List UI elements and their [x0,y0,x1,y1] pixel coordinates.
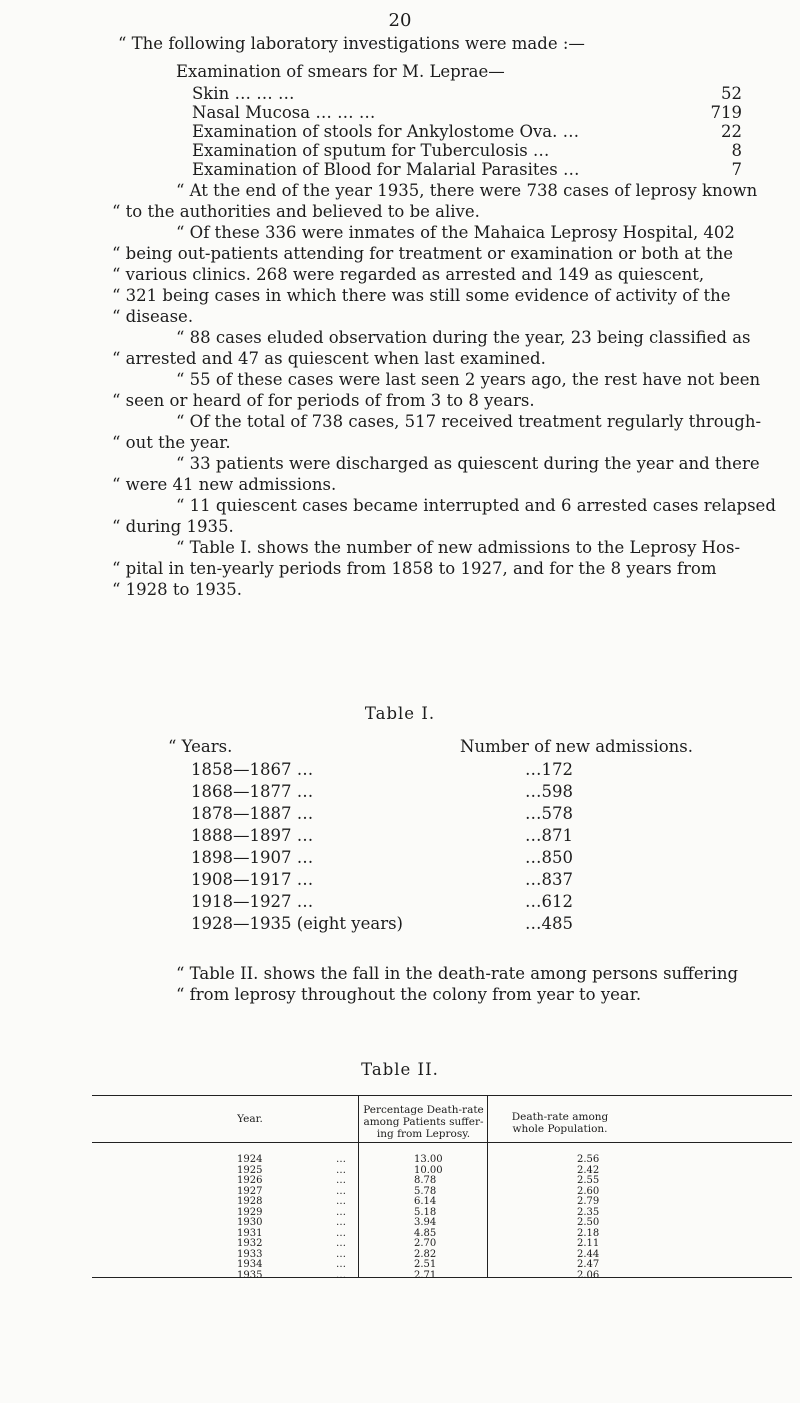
table2-leprosy: 2.82 [414,1248,437,1260]
table2-top-rule [92,1095,792,1096]
exam-label: Nasal Mucosa … … … [192,103,376,122]
table-row [0,1238,800,1249]
table2-year: 1926 [237,1175,263,1186]
table1-admissions: …871 [525,826,573,845]
table2-population: 2.47 [577,1259,600,1270]
paragraph-line: “ to the authorities and believed to be alive. [112,202,480,221]
table2-population: 2.55 [577,1175,600,1186]
table2-col-leprosy-line: Percentage Death-rate [363,1104,484,1116]
table1-years: 1928—1935 (eight years) [191,914,403,933]
table-row [170,804,790,826]
table2-dots: … [336,1196,346,1207]
table2-col-population-line: Death-rate among [511,1111,609,1123]
table2-population: 2.11 [577,1238,600,1249]
table1-admissions: …485 [525,914,573,933]
table2-dots: … [336,1185,346,1197]
table-row [170,892,790,914]
table2-leprosy: 13.00 [414,1154,443,1165]
paragraph-line: “ 11 quiescent cases became interrupted and 6 arrested cases relapsed [176,496,776,515]
table-row [0,1207,800,1218]
table2-dots: … [336,1175,346,1186]
table-row [170,848,790,870]
exam-heading: Examination of smears for M. Leprae— [176,62,505,81]
table2-header-rule [92,1142,792,1143]
table2-col-leprosy-line: among Patients suffer- [363,1116,484,1128]
exam-value: 719 [710,103,742,122]
paragraph-line: “ Table II. shows the fall in the death-rate among persons suffering [176,964,739,983]
table1-years: 1888—1897 … [191,826,314,845]
table2-population: 2.35 [577,1206,600,1218]
table2-leprosy: 5.18 [414,1206,437,1218]
table2-leprosy: 10.00 [414,1164,443,1176]
table1-admissions: …598 [525,782,573,801]
exam-value: 22 [721,122,742,141]
exam-label: Examination of sputum for Tuberculosis … [192,141,550,160]
table2-col-population-line: whole Population. [512,1123,608,1135]
table2-year: 1933 [237,1248,263,1260]
table1-admissions: …612 [525,892,573,911]
paragraph-line: “ Table I. shows the number of new admissions to the Leprosy Hos- [176,538,741,557]
table2-population: 2.44 [577,1248,600,1260]
table1-years: 1858—1867 … [191,760,314,779]
table1-admissions: …172 [525,760,573,779]
paragraph-line: “ 33 patients were discharged as quiescent during the year and there [176,454,760,473]
table2-year: 1929 [237,1206,263,1218]
paragraph-line: “ from leprosy throughout the colony from year to year. [176,985,642,1004]
table-row [0,1228,800,1239]
table2-leprosy: 6.14 [414,1196,437,1207]
table2-leprosy: 2.71 [414,1269,437,1281]
exam-value: 52 [721,84,742,103]
table2-col-population [490,1111,630,1135]
table2-population: 2.60 [577,1185,600,1197]
table-row [0,1165,800,1176]
table2-leprosy: 3.94 [414,1217,437,1228]
table2-leprosy: 5.78 [414,1185,437,1197]
table2-year: 1932 [237,1238,263,1249]
table2-dots: … [336,1238,346,1249]
table2-leprosy: 2.51 [414,1259,437,1270]
table2-dots: … [336,1154,346,1165]
paragraph-line: “ 55 of these cases were last seen 2 years ago, the rest have not been [176,370,761,389]
table2-col-year: Year. [237,1113,263,1125]
table2-dots: … [336,1164,346,1176]
intro-text: “ The following laboratory investigations were made :— [118,34,585,53]
exam-value: 7 [731,160,742,179]
exam-label: Skin … … … [192,84,295,103]
table2-dots: … [336,1269,346,1281]
table-row [170,782,790,804]
table2-population: 2.06 [577,1269,600,1281]
table1-years: 1878—1887 … [191,804,314,823]
table2-dots: … [336,1248,346,1260]
paragraph-line: “ arrested and 47 as quiescent when last examined. [112,349,546,368]
paragraph-line: “ 321 being cases in which there was still some evidence of activity of the [112,286,731,305]
paragraph-line: “ being out-patients attending for treatment or examination or both at the [112,244,733,263]
table-row [170,760,790,782]
table2-year: 1935 [237,1269,263,1281]
table-row [0,1217,800,1228]
table2-dots: … [336,1206,346,1218]
paragraph-line: “ out the year. [112,433,231,452]
table-row [0,1249,800,1260]
table2-leprosy: 4.85 [414,1227,437,1239]
table2-population: 2.50 [577,1217,600,1228]
table-row [0,1154,800,1165]
table2-population: 2.42 [577,1164,600,1176]
table-row [170,826,790,848]
table1-header-admissions: Number of new admissions. [460,737,694,756]
exam-value: 8 [731,141,742,160]
paragraph-line: “ 88 cases eluded observation during the year, 23 being classified as [176,328,751,347]
table2-population: 2.18 [577,1227,600,1239]
table2-col-leprosy [360,1104,487,1140]
table2-year: 1924 [237,1154,263,1165]
table1-admissions: …578 [525,804,573,823]
exam-label: Examination of stools for Ankylostome Ova. … [192,122,580,141]
table-row [170,870,790,892]
table2-year: 1931 [237,1227,263,1239]
table1-years: 1908—1917 … [191,870,314,889]
paragraph-line: “ during 1935. [112,517,234,536]
table2-title: Table II. [361,1060,439,1079]
table2-population: 2.79 [577,1196,600,1207]
paragraph-line: “ various clinics. 268 were regarded as arrested and 149 as quiescent, [112,265,705,284]
paragraph-line: “ Of these 336 were inmates of the Mahaica Leprosy Hospital, 402 [176,223,735,242]
table1-admissions: …850 [525,848,573,867]
exam-label: Examination of Blood for Malarial Parasites … [192,160,580,179]
paragraph-line: “ seen or heard of for periods of from 3 to 8 years. [112,391,535,410]
table2-leprosy: 8.78 [414,1175,437,1186]
table1-title: Table I. [364,704,436,723]
table1-years: 1918—1927 … [191,892,314,911]
table1-admissions: …837 [525,870,573,889]
table2-leprosy: 2.70 [414,1238,437,1249]
table2-year: 1925 [237,1164,263,1176]
table2-dots: … [336,1259,346,1270]
paragraph-line: “ 1928 to 1935. [112,580,242,599]
table2-year: 1928 [237,1196,263,1207]
table1-header-years: “ Years. [168,737,233,756]
paragraph-line: “ At the end of the year 1935, there were 738 cases of leprosy known [176,181,758,200]
table2-dots: … [336,1217,346,1228]
page-number: 20 [388,10,412,31]
table2-dots: … [336,1227,346,1239]
table-row [170,914,790,936]
paragraph-line: “ were 41 new admissions. [112,475,337,494]
table-row [0,1175,800,1186]
paragraph-line: “ disease. [112,307,194,326]
paragraph-line: “ Of the total of 738 cases, 517 received treatment regularly through- [176,412,762,431]
table1-years: 1898—1907 … [191,848,314,867]
table-row [0,1270,800,1281]
table-row [0,1196,800,1207]
table2-year: 1934 [237,1259,263,1270]
table1-header [170,737,790,759]
table1-years: 1868—1877 … [191,782,314,801]
table-row [0,1259,800,1270]
table2-year: 1927 [237,1185,263,1197]
table2-population: 2.56 [577,1154,600,1165]
table-row [0,1186,800,1197]
paragraph-line: “ pital in ten-yearly periods from 1858 to 1927, and for the 8 years from [112,559,717,578]
table2-col-leprosy-line: ing from Leprosy. [376,1128,471,1140]
table2-year: 1930 [237,1217,263,1228]
